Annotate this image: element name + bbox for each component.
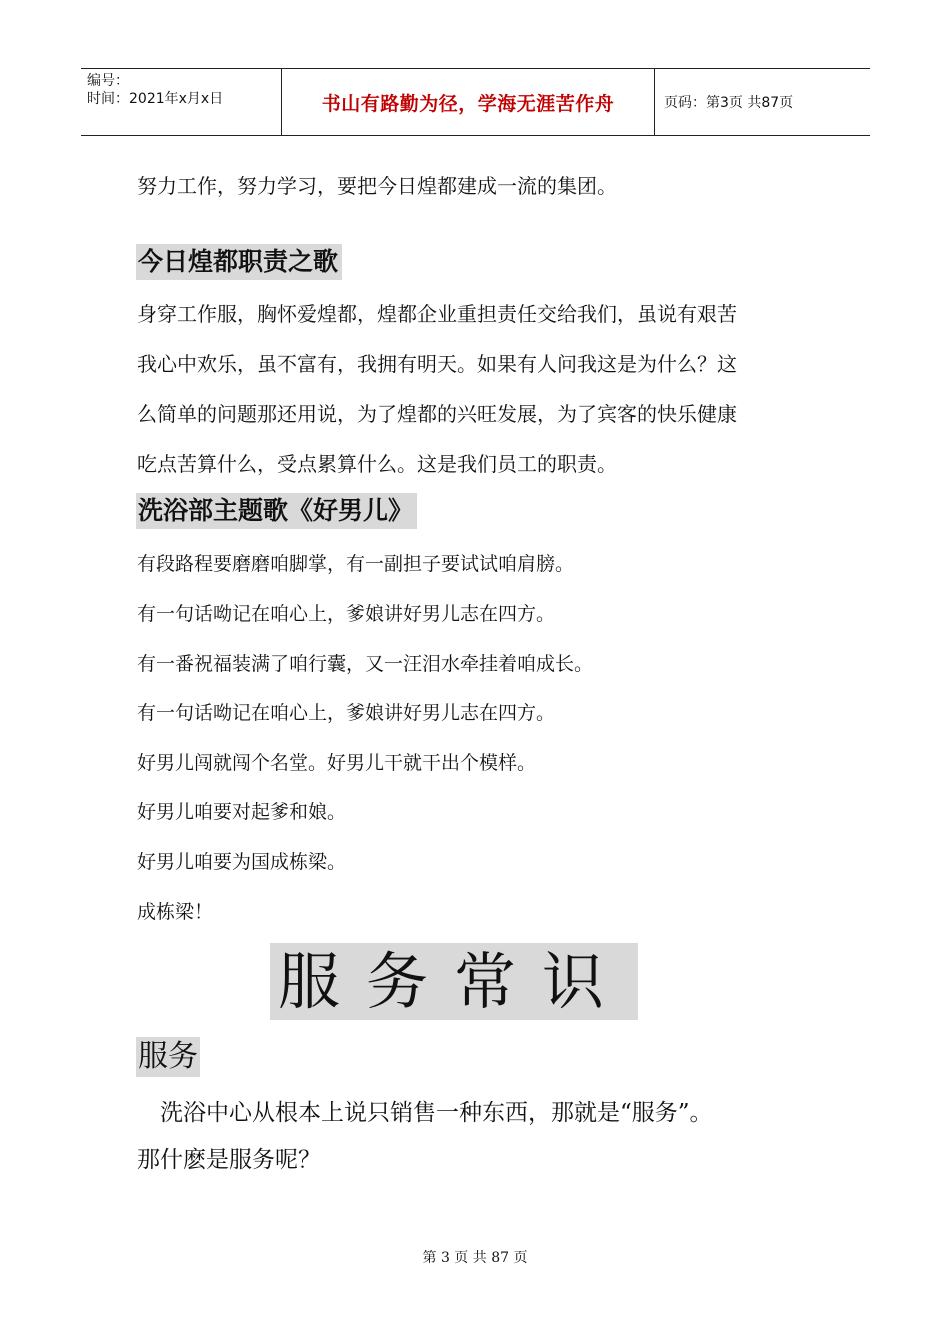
section-heading-service: 服务 <box>136 1037 200 1077</box>
duty-song-line: 身穿工作服，胸怀爱煌都，煌都企业重担责任交给我们，虽说有艰苦 <box>137 302 737 326</box>
big-title: 服务常识 <box>270 943 638 1020</box>
duty-song-line: 我心中欢乐，虽不富有，我拥有明天。如果有人问我这是为什么？这 <box>137 352 737 376</box>
service-paragraph-line: 那什麽是服务呢？ <box>137 1147 321 1173</box>
number-label: 编号： <box>87 73 129 89</box>
theme-song-line: 有一句话呦记在咱心上，爹娘讲好男儿志在四方。 <box>137 702 556 724</box>
header-meta <box>81 69 282 135</box>
service-paragraph-line: 洗浴中心从根本上说只销售一种东西，那就是“服务”。 <box>137 1100 713 1126</box>
section-heading-theme-song: 洗浴部主题歌《好男儿》 <box>136 493 417 529</box>
theme-song-line: 有一番祝福装满了咱行囊，又一汪泪水牵挂着咱成长。 <box>137 653 594 675</box>
time-label: 时间：2021年x月x日 <box>87 91 224 107</box>
page-header <box>81 68 870 136</box>
duty-song-line: 吃点苦算什么，受点累算什么。这是我们员工的职责。 <box>137 452 617 476</box>
theme-song-line: 好男儿咱要对起爹和娘。 <box>137 801 347 823</box>
intro-line: 努力工作，努力学习，要把今日煌都建成一流的集团。 <box>137 174 617 198</box>
theme-song-line: 好男儿闯就闯个名堂。好男儿干就干出个模样。 <box>137 752 537 774</box>
header-motto: 书山有路勤为径，学海无涯苦作舟 <box>282 69 655 135</box>
theme-song-line: 成栋梁！ <box>137 901 214 923</box>
theme-song-line: 有段路程要磨磨咱脚掌，有一副担子要试试咱肩膀。 <box>137 553 575 575</box>
theme-song-line: 好男儿咱要为国成栋梁。 <box>137 851 347 873</box>
duty-song-line: 么简单的问题那还用说，为了煌都的兴旺发展，为了宾客的快乐健康 <box>137 402 737 426</box>
theme-song-line: 有一句话呦记在咱心上，爹娘讲好男儿志在四方。 <box>137 603 556 625</box>
section-heading-duty-song: 今日煌都职责之歌 <box>136 244 342 280</box>
header-page-info: 页码：第3页 共87页 <box>664 95 794 111</box>
page-footer: 第 3 页 共 87 页 <box>422 1250 528 1266</box>
